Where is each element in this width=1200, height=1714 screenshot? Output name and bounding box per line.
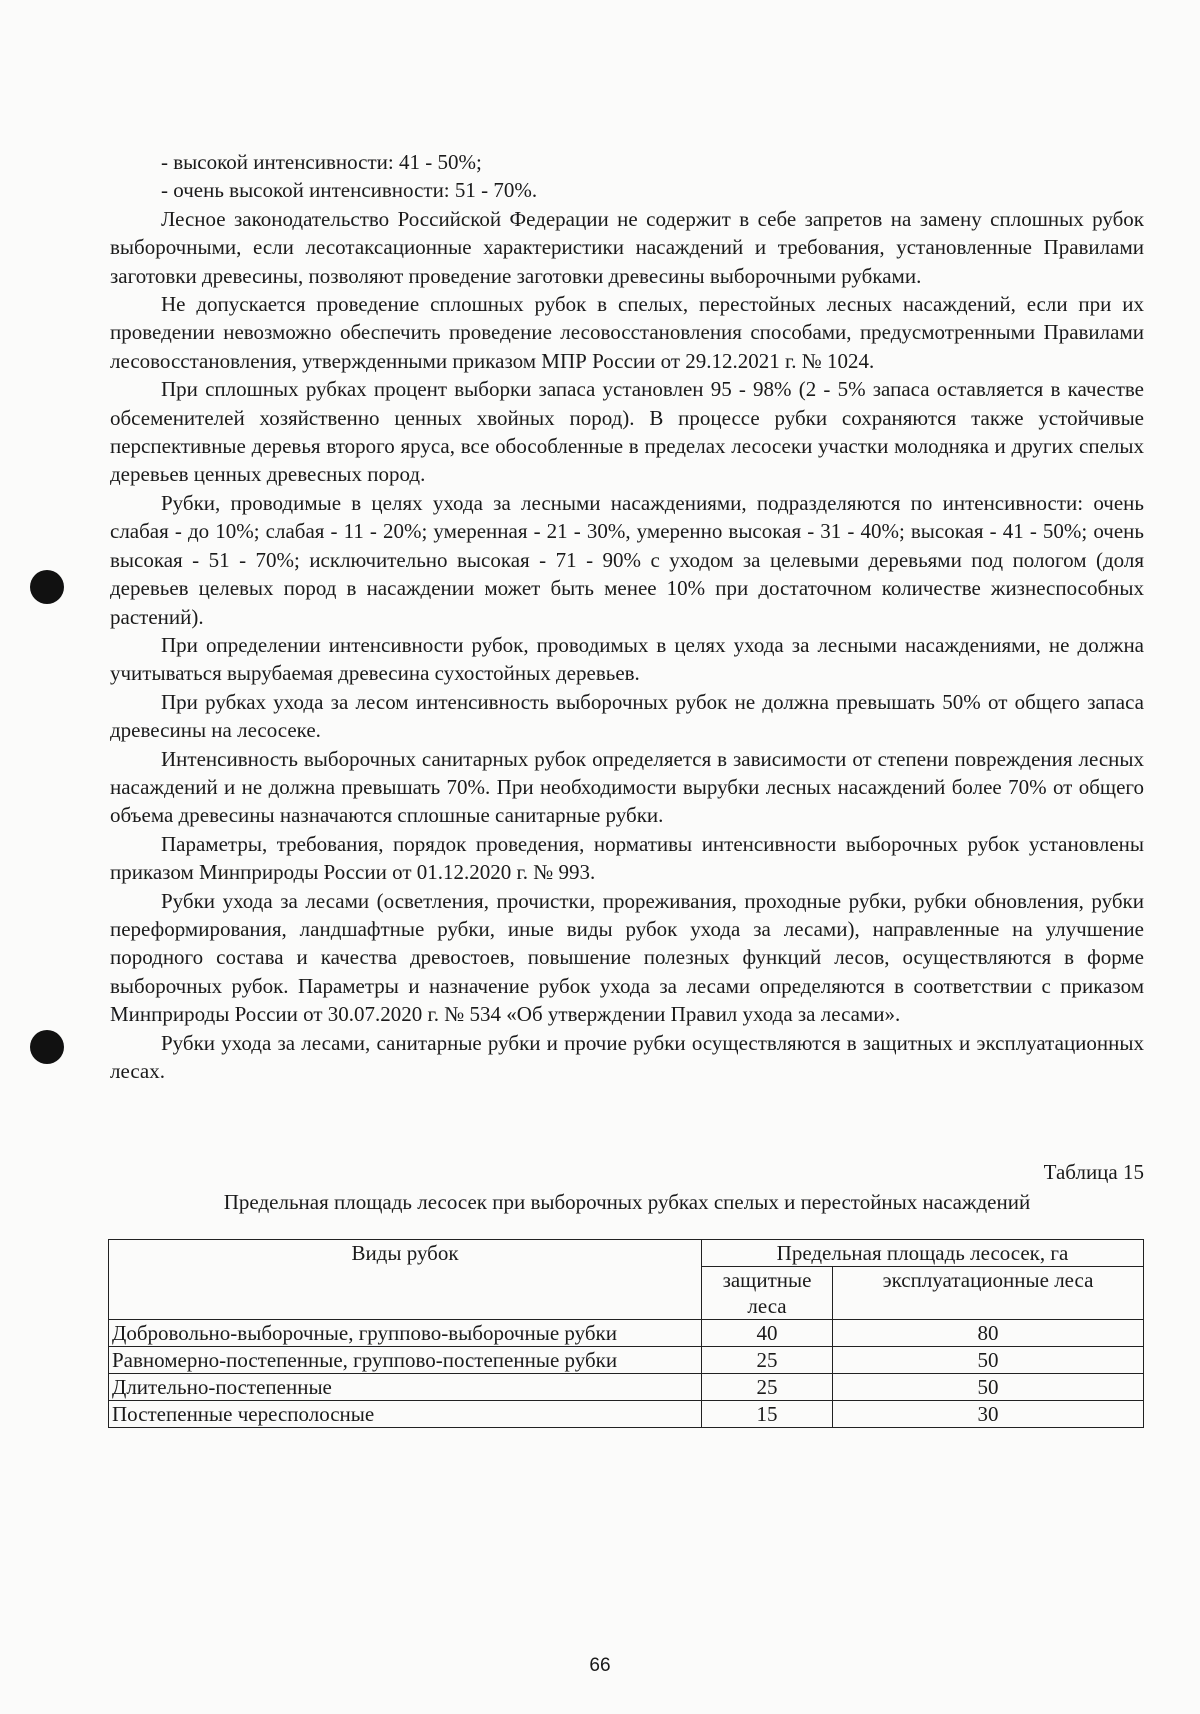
table-number-label: Таблица 15 <box>1043 1160 1144 1184</box>
cell-kind: Добровольно-выборочные, группово-выборочные рубки <box>109 1320 702 1347</box>
header-kind: Виды рубок <box>109 1240 702 1320</box>
header-group: Предельная площадь лесосек, га <box>702 1240 1144 1267</box>
paragraph: Параметры, требования, порядок проведения, нормативы интенсивности выборочных рубок установлены приказом Минприроды России от 01.12.2020 г. № 993. <box>110 831 1144 885</box>
paragraph: При сплошных рубках процент выборки запаса установлен 95 - 98% (2 - 5% запаса оставляется в качестве обсеменителей хозяйственно ценных хвойных пород). В процессе рубки сохраняются также устойчивые перспективные деревья второго яруса, все обособленные в пределах лесосеки участки молодняка и других спелых деревьев ценных древесных пород. <box>110 377 1144 487</box>
cell-protective: 25 <box>702 1374 833 1401</box>
cell-exploitation: 50 <box>833 1374 1144 1401</box>
paragraph: Не допускается проведение сплошных рубок в спелых, перестойных лесных насаждений, если при их проведении невозможно обеспечить проведение лесовосстановления способами, предусмотренными Правилами лесовосстановления, утвержденными приказом МПР России от 29.12.2021 г. № 1024. <box>110 292 1144 373</box>
header-exploitation: эксплуатационные леса <box>833 1267 1144 1320</box>
table-row <box>109 1347 1144 1374</box>
table-row <box>109 1320 1144 1347</box>
table-title: Предельная площадь лесосек при выборочных рубках спелых и перестойных насаждений <box>223 1190 1031 1214</box>
cell-protective: 15 <box>702 1401 833 1428</box>
cell-protective: 25 <box>702 1347 833 1374</box>
list-item: - очень высокой интенсивности: 51 - 70%. <box>161 178 538 203</box>
table-row <box>109 1401 1144 1428</box>
list-item: - высокой интенсивности: 41 - 50%; <box>161 150 482 174</box>
body-text <box>110 148 1144 1085</box>
paragraph: При рубках ухода за лесом интенсивность выборочных рубок не должна превышать 50% от общего запаса древесины на лесосеке. <box>110 689 1144 743</box>
cell-protective: 40 <box>702 1320 833 1347</box>
paragraph: При определении интенсивности рубок, проводимых в целях ухода за лесными насаждениями, не должна учитываться вырубаемая древесина сухостойных деревьев. <box>110 632 1144 686</box>
table-row <box>109 1374 1144 1401</box>
cell-kind: Длительно-постепенные <box>109 1374 702 1401</box>
paragraph: Рубки, проводимые в целях ухода за лесными насаждениями, подразделяются по интенсивности: очень слабая - до 10%; слабая - 11 - 20%; умеренная - 21 - 30%, умеренно высокая - 31 - 40%; высокая - 41 - 50%; очень высокая - 51 - 70%; исключительно высокая - 71 - 90% с уходом за целевыми деревьями под пологом (доля деревьев целевых пород в насаждении может быть менее 10% при достаточном количестве жизнеспособных растений). <box>110 490 1144 629</box>
cell-kind: Равномерно-постепенные, группово-постепенные рубки <box>109 1347 702 1374</box>
header-protective: защитные леса <box>702 1267 833 1320</box>
paragraph: Рубки ухода за лесами (осветления, прочистки, прореживания, проходные рубки, рубки обновления, рубки переформирования, ландшафтные рубки, иные виды рубок ухода за лесами), направленные на улучшение породного состава и качества древостоев, повышение полезных функций лесов, осуществляются в форме выборочных рубок. Параметры и назначение рубок ухода за лесами определяются в соответствии с приказом Минприроды России от 30.07.2020 г. № 534 «Об утверждении Правил ухода за лесами». <box>110 888 1144 1027</box>
punch-hole-mark <box>30 570 64 604</box>
cell-exploitation: 30 <box>833 1401 1144 1428</box>
paragraph: Лесное законодательство Российской Федерации не содержит в себе запретов на замену сплошных рубок выборочными, если лесотаксационные характеристики насаждений и требования, установленные Правилами заготовки древесины, позволяют проведение заготовки древесины выборочными рубками. <box>110 206 1144 288</box>
cell-exploitation: 50 <box>833 1347 1144 1374</box>
punch-hole-mark <box>30 1030 64 1064</box>
table-header-row <box>109 1240 1144 1267</box>
cell-kind: Постепенные чересполосные <box>109 1401 702 1428</box>
paragraph: Интенсивность выборочных санитарных рубок определяется в зависимости от степени повреждения лесных насаждений и не должна превышать 70%. При необходимости вырубки лесных насаждений более 70% от общего объема древесины назначаются сплошные санитарные рубки. <box>110 746 1144 828</box>
paragraph: Рубки ухода за лесами, санитарные рубки и прочие рубки осуществляются в защитных и эксплуатационных лесах. <box>110 1030 1144 1083</box>
page-number: 66 <box>589 1655 611 1676</box>
cell-exploitation: 80 <box>833 1320 1144 1347</box>
cutting-area-table <box>108 1239 1144 1428</box>
